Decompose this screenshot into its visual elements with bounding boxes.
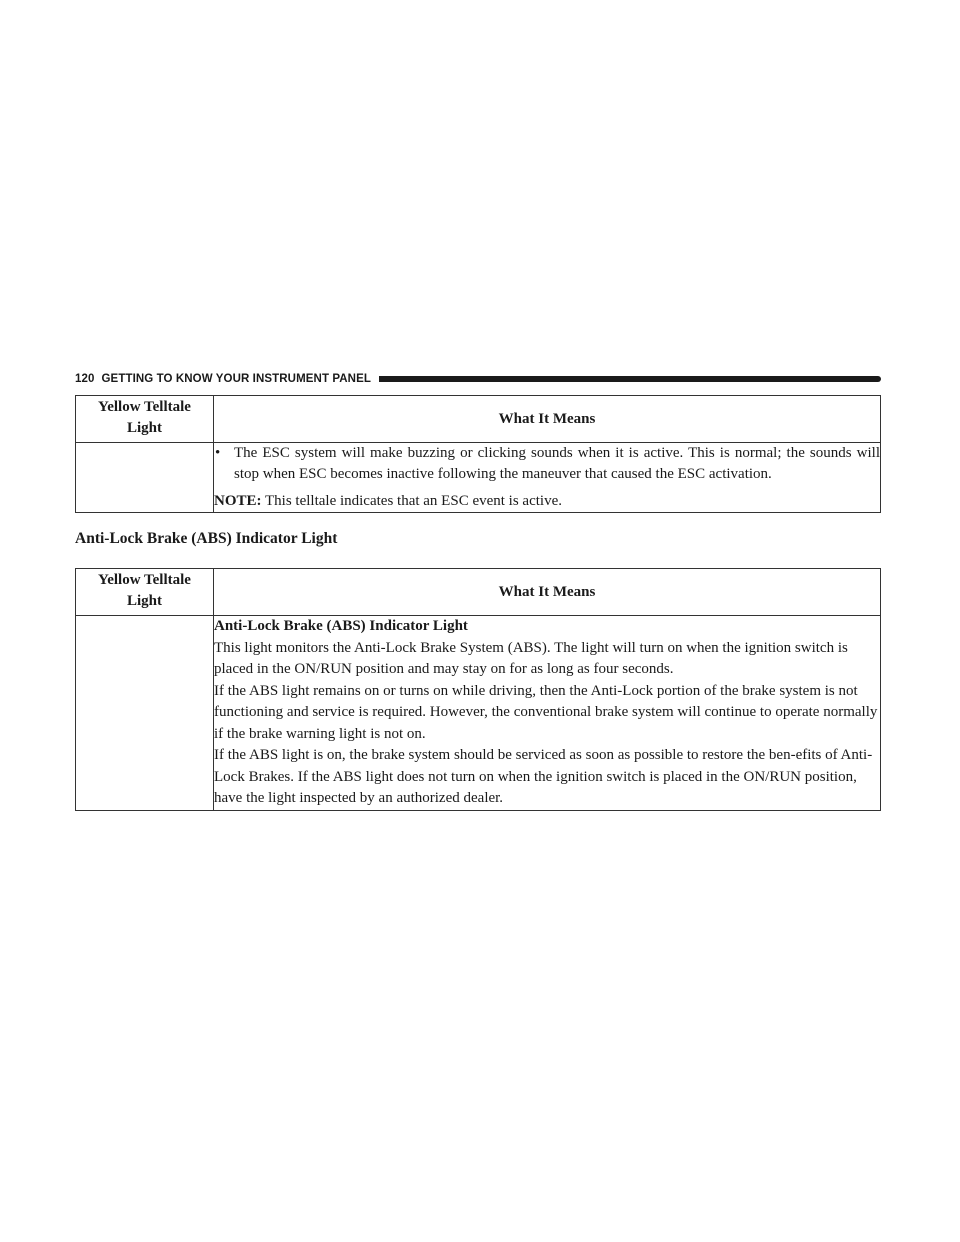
esc-telltale-table (75, 395, 881, 513)
note (214, 491, 880, 512)
table-header-row (76, 569, 881, 616)
meaning-cell (214, 616, 881, 811)
entry-title: Anti-Lock Brake (ABS) Indicator Light (214, 618, 468, 634)
page-header (75, 371, 881, 387)
bullet-icon: • (215, 445, 221, 461)
paragraph: If the ABS light is on, the brake system should be serviced as soon as possible to restore the ben-efits of Anti-Lock Brakes. If the ABS light does not turn on when the ignition switch is placed in the ON/RUN position, have the light inspected by an authorized dealer. (214, 747, 873, 806)
table-row (76, 616, 881, 811)
note-text: This telltale indicates that an ESC event is active. (261, 493, 562, 509)
col-header-telltale: Yellow Telltale Light (76, 569, 214, 616)
note-label: NOTE: (214, 493, 262, 509)
col-header-telltale: Yellow Telltale Light (76, 396, 214, 443)
abs-telltale-table (75, 568, 881, 811)
section-heading: Anti-Lock Brake (ABS) Indicator Light (75, 530, 338, 547)
meaning-cell (214, 443, 881, 513)
paragraph: If the ABS light remains on or turns on while driving, then the Anti-Lock portion of the brake system is not functioning and service is required. However, the conventional brake system will continue to operate normally if the brake warning light is not on. (214, 682, 878, 742)
bullet-text: The ESC system will make buzzing or clicking sounds when it is active. This is normal; the sounds will stop when ESC becomes inactive following the maneuver that caused the ESC activation. (234, 445, 880, 482)
table-header-row (76, 396, 881, 443)
bullet-item (214, 443, 880, 485)
table-row (76, 443, 881, 513)
col-header-meaning: What It Means (214, 396, 881, 443)
telltale-icon-cell (76, 443, 214, 513)
header-rule (379, 376, 881, 382)
paragraph: This light monitors the Anti-Lock Brake System (ABS). The light will turn on when the ignition switch is placed in the ON/RUN position and may stay on for as long as four seconds. (214, 639, 848, 677)
section-title: GETTING TO KNOW YOUR INSTRUMENT PANEL (101, 373, 371, 385)
col-header-meaning: What It Means (214, 569, 881, 616)
page-number: 120 (75, 373, 95, 385)
telltale-icon-cell (76, 616, 214, 811)
